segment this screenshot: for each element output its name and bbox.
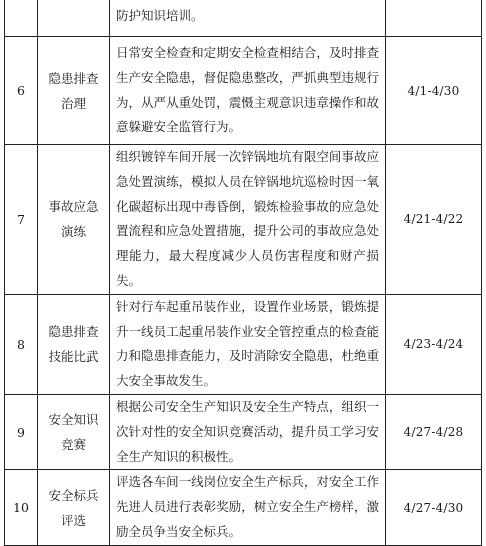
item-name-cell: 隐患排查技能比武: [38, 294, 110, 394]
item-name-cell: 事故应急演练: [38, 145, 110, 295]
table-row-8: [5, 294, 482, 394]
activity-schedule-table: [4, 0, 482, 546]
item-name-cell: 隐患排查治理: [38, 37, 110, 145]
time-range-cell: 4/27-4/30: [386, 470, 482, 545]
row-number-cell: 10: [5, 470, 38, 545]
activity-content-cell: 日常安全检查和定期安全检查相结合，及时排查生产安全隐患，督促隐患整改，严抓典型违规行为，从严从重处罚，震慑主观意识违章操作和故意躲避安全监管行为。: [110, 37, 386, 145]
activity-content-cell: 针对行车起重吊装作业，设置作业场景，锻炼提升一线员工起重吊装作业安全管控重点的检查能力和隐患排查能力，及时消除安全隐患，杜绝重大安全事故发生。: [110, 294, 386, 394]
time-range-cell: 4/1-4/30: [386, 37, 482, 145]
row-number-cell: 6: [5, 37, 38, 145]
activity-content-cell: 评选各车间一线岗位安全生产标兵，对安全工作先进人员进行表彰奖励，树立安全生产榜样，激励全员争当安全标兵。: [110, 470, 386, 545]
item-name-cell: 安全标兵评选: [38, 470, 110, 545]
time-range-cell: [386, 0, 482, 37]
row-number-cell: 8: [5, 294, 38, 394]
row-number-cell: [5, 0, 38, 37]
table-row-continued: [5, 0, 482, 37]
item-name-cell: [38, 0, 110, 37]
activity-content-cell: 根据公司安全生产知识及安全生产特点，组织一次针对性的安全知识竞赛活动，提升员工学习安全生产知识的积极性。: [110, 394, 386, 469]
item-name-cell: 安全知识竞赛: [38, 394, 110, 469]
table-row-6: [5, 37, 482, 145]
row-number-cell: 9: [5, 394, 38, 469]
time-range-cell: 4/27-4/28: [386, 394, 482, 469]
time-range-cell: 4/21-4/22: [386, 145, 482, 295]
table-row-9: [5, 394, 482, 469]
activity-content-cell: 组织镀锌车间开展一次锌锅地坑有限空间事故应急处置演练，模拟人员在锌锅地坑巡检时因一氧化碳超标出现中毒昏倒，锻炼检验事故的应急处置流程和应急处置措施，提升公司的事故应急处理能力，最大程度减少人员伤害程度和财产损失。: [110, 145, 386, 295]
row-number-cell: 7: [5, 145, 38, 295]
time-range-cell: 4/23-4/24: [386, 294, 482, 394]
activity-content-cell: 防护知识培训。: [110, 0, 386, 37]
table-row-7: [5, 145, 482, 295]
